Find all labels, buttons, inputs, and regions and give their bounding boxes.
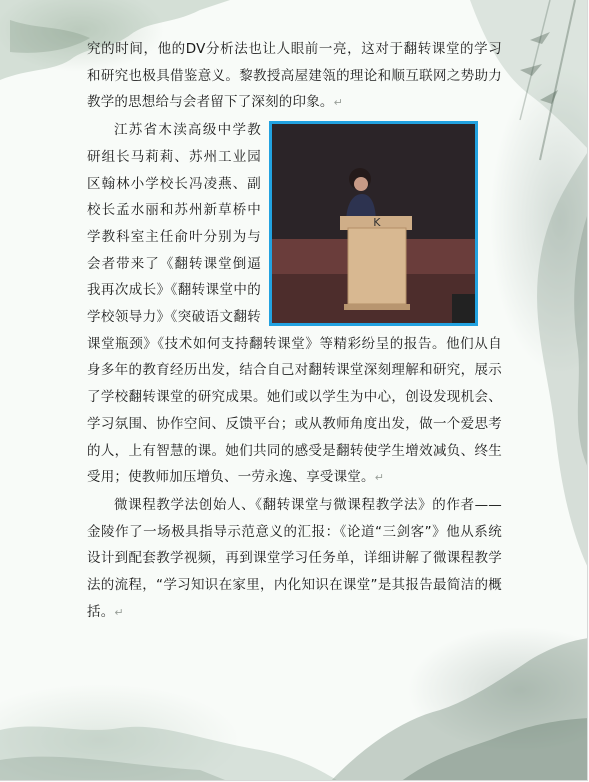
speaker-photo — [269, 121, 478, 326]
return-mark-icon: ↵ — [374, 471, 385, 485]
return-mark-icon: ↵ — [114, 605, 124, 619]
podium-logo: K — [373, 216, 381, 230]
ink-mountains-bottom — [0, 600, 588, 781]
paragraph-1: 究的时间，他的DV分析法也让人眼前一亮，这对于翻转课堂的学习和研究也极具借鉴意义。黎教授高屋建瓴的理论和顺互联网之势助力教学的思想给与会者留下了深刻的印象。↵ — [87, 41, 502, 111]
lecture-stage-illustration — [272, 124, 475, 323]
article-body — [87, 36, 502, 626]
ink-cliff-right — [500, 150, 588, 570]
paragraph-3: 微课程教学法创始人、《翻转课堂与微课程教学法》的作者——金陵作了一场极具指导示范意义的汇报：《论道“三剑客”》他从系统设计到配套教学视频，再到课堂学习任务单，详细讲解了微课程教学法的流程，“学习知识在家里，内化知识在课堂”是其报告最简洁的概括。↵ — [87, 496, 502, 620]
return-mark-icon: ↵ — [333, 96, 344, 110]
paragraph-2: K 江苏省木渎高级中学教研组长马莉莉、苏州工业园区翰林小学校长冯凌燕、副校长孟水丽和苏州新草桥中学教科室主任俞叶分别为与会者带来了《翻转课堂倒逼我再次成长》《翻转课堂中的学校领导力》《突破语文翻转课堂瓶颈》《技术如何支持翻转课堂》等精彩纷呈的报告。他们从自身多年的教育经历出发，结合自己对翻转课堂深刻理解和研究，展示了学校翻转课堂的研究成果。她们或以学生为中心，创设发现机会、学习氛围、协作空间、反馈平台；或从教师角度出发，做一个爱思考的人，上有智慧的课。她们共同的感受是翻转使学生增效减负、终生受用；使教师加压增负、一劳永逸、享受课堂。↵ — [87, 122, 502, 486]
